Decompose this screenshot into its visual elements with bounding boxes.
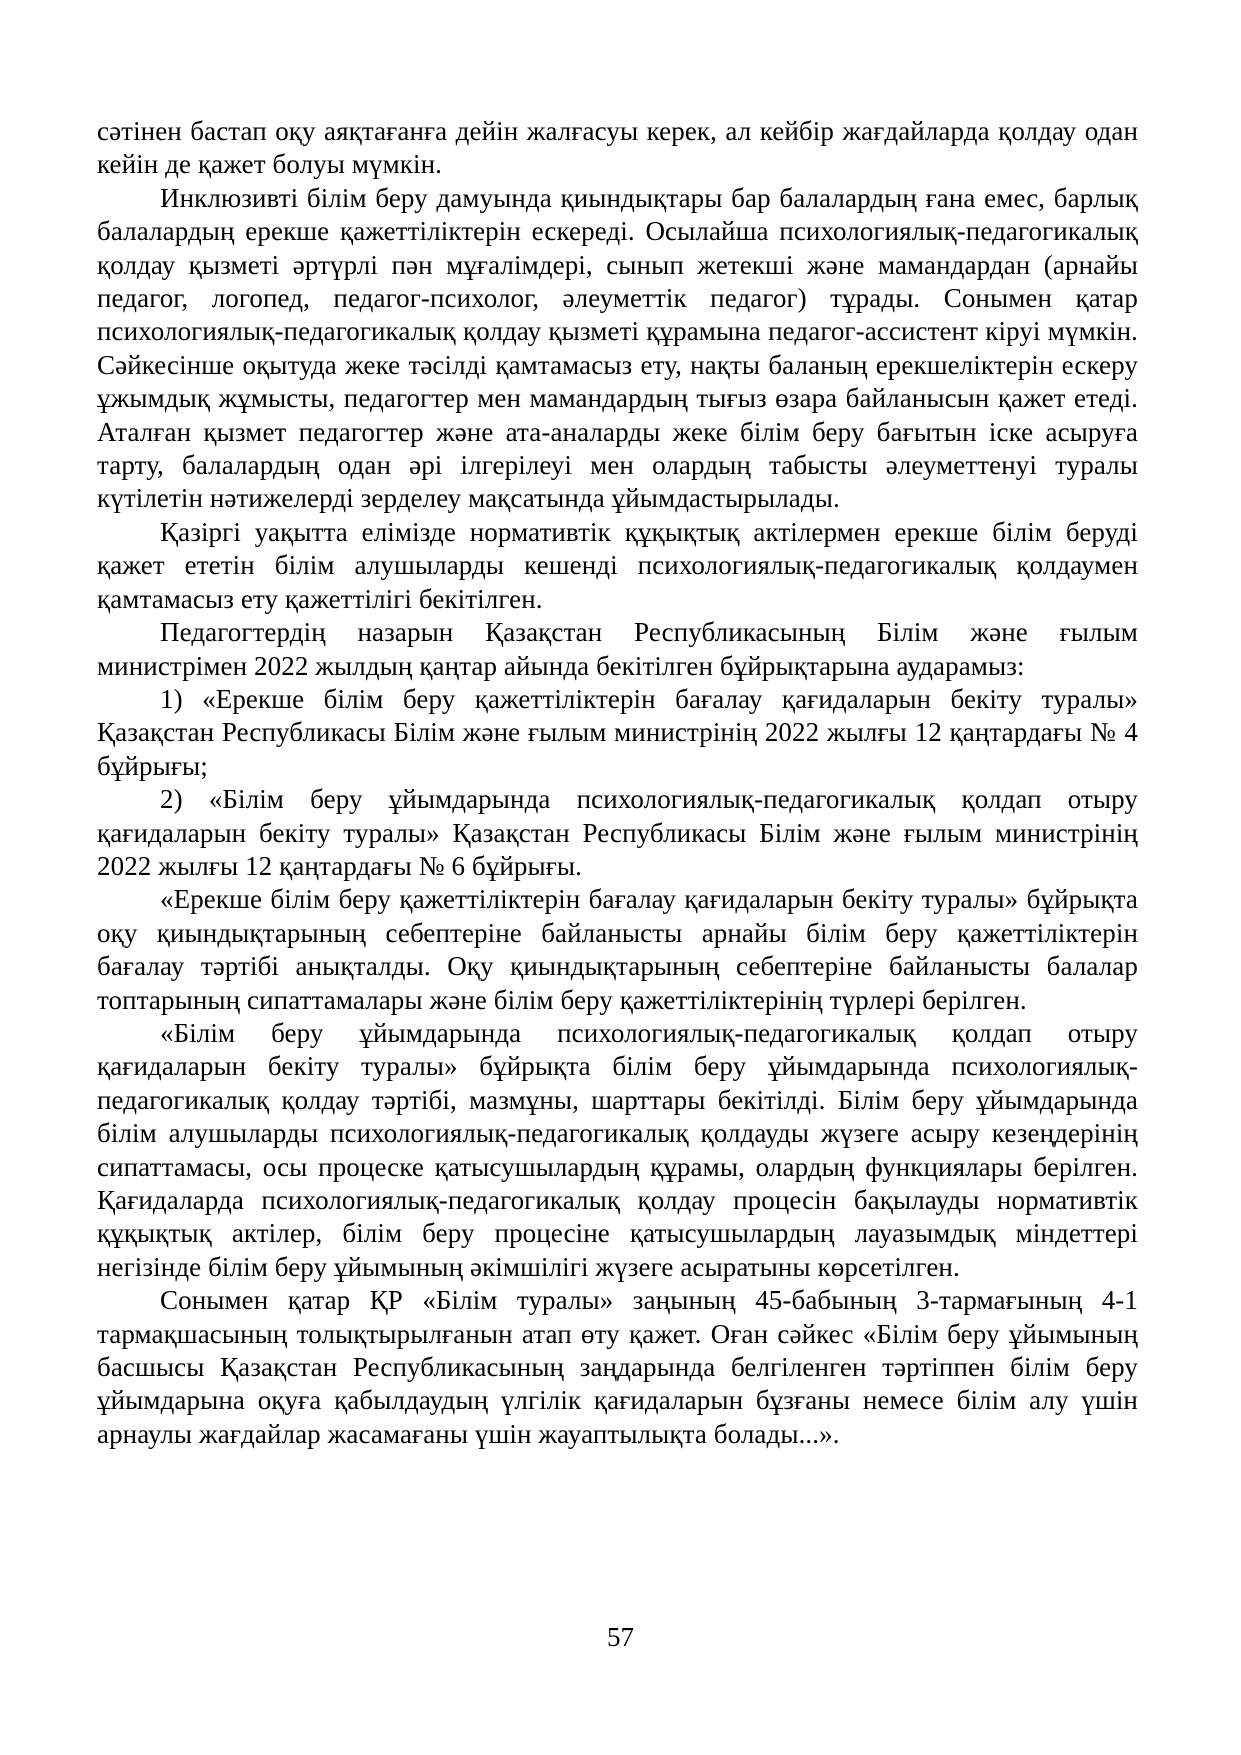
paragraph: сәтінен бастап оқу аяқтағанға дейін жалғасуы керек, ал кейбір жағдайларда қолдау одан кейін де қажет болуы мүмкін. <box>97 116 1138 180</box>
page-number: 57 <box>607 1622 634 1652</box>
paragraph: «Ерекше білім беру қажеттіліктерін бағалау қағидаларын бекіту туралы» бұйрықта оқу қиындықтарының себептеріне байланысты арнайы білім беру қажеттіліктерін бағалау тәртібі анықталды. Оқу қиындықтарының себептеріне байланысты балалар топтарының сипаттамалары және білім беру қажеттіліктерінің түрлері берілген. <box>97 884 1138 1015</box>
paragraph: Сонымен қатар ҚР «Білім туралы» заңының 45-бабының 3-тармағының 4-1 тармақшасының толықтырылғанын атап өту қажет. Оған сәйкес «Білім беру ұйымының басшысы Қазақстан Республикасының заңдарында белгіленген тәртіппен білім беру ұйымдарына оқуға қабылдаудың үлгілік қағидаларын бұзғаны немесе білім алу үшін арнаулы жағдайлар жасамағаны үшін жауаптылықта болады...». <box>97 1285 1138 1449</box>
paragraph: 2) «Білім беру ұйымдарында психологиялық-педагогикалық қолдап отыру қағидаларын бекіту туралы» Қазақстан Республикасы Білім және ғылым министрінің 2022 жылғы 12 қаңтардағы № 6 бұйрығы. <box>97 784 1138 881</box>
paragraph: Педагогтердің назарын Қазақстан Республикасының Білім және ғылым министрімен 2022 жылдың қаңтар айында бекітілген бұйрықтарына аударамыз: <box>97 617 1138 681</box>
paragraph: «Білім беру ұйымдарында психологиялық-педагогикалық қолдап отыру қағидаларын бекіту туралы» бұйрықта білім беру ұйымдарында психологиялық-педагогикалық қолдау тәртібі, мазмұны, шарттары бекітілді. Білім беру ұйымдарында білім алушыларды психологиялық-педагогикалық қолдауды жүзеге асыру кезеңдерінің сипаттамасы, осы процеске қатысушылардың құрамы, олардың функциялары берілген. Қағидаларда психологиялық-педагогикалық қолдау процесін бақылауды нормативтік құқықтық актілер, білім беру процесіне қатысушылардың лауазымдық міндеттері негізінде білім беру ұйымының әкімшілігі жүзеге асыратыны көрсетілген. <box>97 1017 1138 1282</box>
paragraph: 1) «Ерекше білім беру қажеттіліктерін бағалау қағидаларын бекіту туралы» Қазақстан Республикасы Білім және ғылым министрінің 2022 жылғы 12 қаңтардағы № 4 бұйрығы; <box>97 683 1138 781</box>
paragraph: Инклюзивті білім беру дамуында қиындықтары бар балалардың ғана емес, барлық балалардың ерекше қажеттіліктерін ескереді. Осылайша психологиялық-педагогикалық қолдау қызметі әртүрлі пән мұғалімдері, сынып жетекші және мамандардан (арнайы педагог, логопед, педагог-психолог, әлеуметтік педагог) тұрады. Сонымен қатар психологиялық-педагогикалық қолдау қызметі құрамына педагог-ассистент кіруі мүмкін. Сәйкесінше оқытуда жеке тәсілді қамтамасыз ету, нақты баланың ерекшеліктерін ескеру ұжымдық жұмысты, педагогтер мен мамандардың тығыз өзара байланысын қажет етеді. Аталған қызмет педагогтер және ата-аналарды жеке білім беру бағытын іске асыруға тарту, балалардың одан әрі ілгерілеуі мен олардың табысты әлеуметтенуі туралы күтілетін нәтижелерді зерделеу мақсатында ұйымдастырылады. <box>97 182 1138 514</box>
paragraph: Қазіргі уақытта елімізде нормативтік құқықтық актілермен ерекше білім беруді қажет ететін білім алушыларды кешенді психологиялық-педагогикалық қолдаумен қамтамасыз ету қажеттілігі бекітілген. <box>97 516 1138 614</box>
text-block <box>97 115 1138 1451</box>
